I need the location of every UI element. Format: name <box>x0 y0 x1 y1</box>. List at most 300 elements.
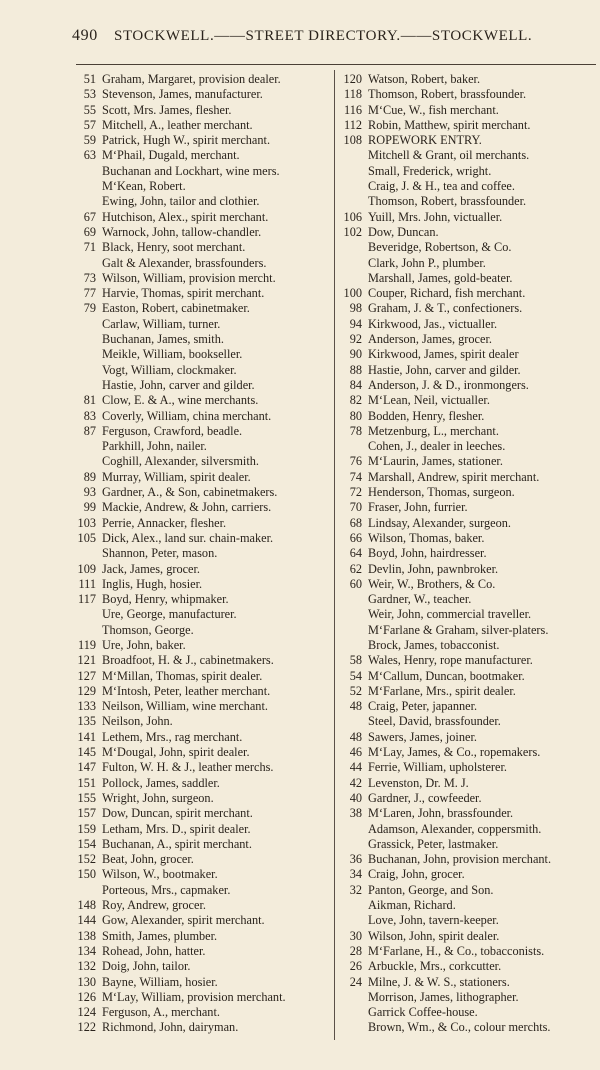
entry-text: Bodden, Henry, flesher. <box>368 408 485 423</box>
house-number: 132 <box>77 959 96 974</box>
house-number <box>336 822 362 837</box>
entry-text: Levenston, Dr. M. J. <box>368 775 469 790</box>
house-number: 58 <box>349 653 362 668</box>
directory-entry <box>70 424 332 439</box>
directory-entry <box>336 577 598 592</box>
house-number <box>70 179 96 194</box>
house-number <box>336 638 362 653</box>
house-number: 119 <box>78 637 96 652</box>
directory-entry <box>70 179 332 194</box>
house-number: 42 <box>349 775 362 790</box>
house-number <box>70 317 96 332</box>
entry-text: M‘Intosh, Peter, leather merchant. <box>102 683 271 698</box>
directory-entry <box>70 913 332 928</box>
directory-entry <box>70 439 332 454</box>
entry-text: Weir, W., Brothers, & Co. <box>368 576 496 591</box>
entry-text: Smith, James, plumber. <box>102 928 218 943</box>
directory-entry <box>336 546 598 561</box>
directory-entry <box>336 393 598 408</box>
entry-text: M‘Callum, Duncan, bootmaker. <box>368 668 525 683</box>
entry-text: Warnock, John, tallow-chandler. <box>102 224 262 239</box>
directory-entry <box>336 562 598 577</box>
entry-text: Cohen, J., dealer in leeches. <box>368 439 506 454</box>
entry-text: Adamson, Alexander, coppersmith. <box>368 821 542 836</box>
entry-text: Lindsay, Alexander, surgeon. <box>368 515 511 530</box>
directory-entry <box>70 271 332 286</box>
house-number: 60 <box>349 576 362 591</box>
entry-text: Aikman, Richard. <box>368 898 456 913</box>
directory-entry <box>70 929 332 944</box>
directory-entry <box>336 592 598 607</box>
entry-text: Buchanan, James, smith. <box>102 332 224 347</box>
directory-entry <box>336 103 598 118</box>
entry-text: Anderson, James, grocer. <box>368 332 492 347</box>
entry-text: Dow, Duncan, spirit merchant. <box>102 806 253 821</box>
entry-text: Steel, David, brassfounder. <box>368 714 501 729</box>
entry-text: Meikle, William, bookseller. <box>102 347 243 362</box>
entry-text: Harvie, Thomas, spirit merchant. <box>102 286 265 301</box>
directory-entry <box>70 210 332 225</box>
directory-entry <box>70 745 332 760</box>
entry-text: Brown, Wm., & Co., colour merchts. <box>368 1020 551 1035</box>
directory-entry <box>336 684 598 699</box>
right-column <box>336 72 598 1036</box>
entry-text: Marshall, Andrew, spirit merchant. <box>368 469 540 484</box>
house-number <box>336 1020 362 1035</box>
house-number: 150 <box>77 867 96 882</box>
header-rule <box>76 64 596 65</box>
house-number <box>336 837 362 852</box>
house-number: 116 <box>344 102 362 117</box>
entry-text: Dow, Duncan. <box>368 224 439 239</box>
directory-entry <box>336 194 598 209</box>
entry-text: Ferguson, A., merchant. <box>102 1005 220 1020</box>
house-number: 80 <box>349 408 362 423</box>
entry-text: Hastie, John, carver and gilder. <box>368 362 521 377</box>
directory-entry <box>70 760 332 775</box>
entry-text: Yuill, Mrs. John, victualler. <box>368 209 503 224</box>
directory-entry <box>70 867 332 882</box>
house-number: 121 <box>77 653 96 668</box>
house-number: 87 <box>83 423 96 438</box>
house-number <box>336 164 362 179</box>
house-number <box>336 607 362 622</box>
entry-text: Easton, Robert, cabinetmaker. <box>102 301 250 316</box>
house-number <box>336 271 362 286</box>
directory-entry <box>336 760 598 775</box>
house-number: 76 <box>349 454 362 469</box>
house-number: 154 <box>77 836 96 851</box>
entry-text: Hutchison, Alex., spirit merchant. <box>102 209 269 224</box>
directory-entry <box>336 256 598 271</box>
directory-entry <box>336 485 598 500</box>
directory-entry <box>336 944 598 959</box>
house-number: 120 <box>343 72 362 86</box>
house-number: 98 <box>349 301 362 316</box>
directory-entry <box>336 1005 598 1020</box>
entry-text: Clow, E. & A., wine merchants. <box>102 393 259 408</box>
entry-text: M‘Cue, W., fish merchant. <box>368 102 499 117</box>
directory-entry <box>70 118 332 133</box>
house-number <box>70 607 96 622</box>
directory-entry <box>70 562 332 577</box>
directory-entry <box>70 409 332 424</box>
house-number: 112 <box>344 117 362 132</box>
directory-entry <box>336 317 598 332</box>
directory-entry <box>336 87 598 102</box>
directory-entry <box>70 898 332 913</box>
directory-entry <box>70 470 332 485</box>
entry-text: Brock, James, tobacconist. <box>368 637 500 652</box>
directory-entry <box>70 531 332 546</box>
directory-entry <box>336 898 598 913</box>
entry-text: Watson, Robert, baker. <box>368 72 481 86</box>
entry-text: Richmond, John, dairyman. <box>102 1020 239 1035</box>
entry-text: Arbuckle, Mrs., corkcutter. <box>368 959 502 974</box>
directory-entry <box>336 913 598 928</box>
house-number <box>70 883 96 898</box>
house-number: 106 <box>343 209 362 224</box>
entry-text: Anderson, J. & D., ironmongers. <box>368 377 529 392</box>
house-number <box>336 439 362 454</box>
entry-text: Ure, George, manufacturer. <box>102 607 237 622</box>
house-number: 55 <box>83 102 96 117</box>
directory-entry <box>336 806 598 821</box>
house-number: 93 <box>83 485 96 500</box>
directory-entry <box>336 179 598 194</box>
house-number: 99 <box>83 500 96 515</box>
directory-entry <box>70 806 332 821</box>
directory-entry <box>336 607 598 622</box>
entry-text: Murray, William, spirit dealer. <box>102 469 251 484</box>
house-number: 118 <box>344 87 362 102</box>
entry-text: M‘Phail, Dugald, merchant. <box>102 148 240 163</box>
house-number: 151 <box>77 775 96 790</box>
house-number: 133 <box>77 699 96 714</box>
entry-text: Galt & Alexander, brassfounders. <box>102 255 267 270</box>
directory-entry <box>70 653 332 668</box>
directory-entry <box>336 714 598 729</box>
entry-text: M‘Laren, John, brassfounder. <box>368 806 514 821</box>
entry-text: Coverly, William, china merchant. <box>102 408 272 423</box>
house-number <box>336 1005 362 1020</box>
house-number: 155 <box>77 790 96 805</box>
house-number <box>70 194 96 209</box>
entry-text: Henderson, Thomas, surgeon. <box>368 485 515 500</box>
entry-text: Panton, George, and Son. <box>368 882 494 897</box>
directory-entry <box>336 240 598 255</box>
directory-entry <box>336 148 598 163</box>
house-number: 44 <box>349 760 362 775</box>
house-number: 90 <box>349 347 362 362</box>
entry-text: Hastie, John, carver and gilder. <box>102 377 255 392</box>
house-number: 63 <box>83 148 96 163</box>
entry-text: M‘Lean, Neil, victualler. <box>368 393 490 408</box>
house-number: 77 <box>83 286 96 301</box>
entry-text: Wilson, W., bootmaker. <box>102 867 218 882</box>
house-number: 66 <box>349 530 362 545</box>
house-number: 48 <box>349 699 362 714</box>
entry-text: Mitchell & Grant, oil merchants. <box>368 148 530 163</box>
entry-text: M‘Dougal, John, spirit dealer. <box>102 745 250 760</box>
house-number: 92 <box>349 332 362 347</box>
entry-text: Porteous, Mrs., capmaker. <box>102 882 231 897</box>
entry-text: M‘Lay, William, provision merchant. <box>102 989 286 1004</box>
house-number: 82 <box>349 393 362 408</box>
house-number: 74 <box>349 469 362 484</box>
house-number: 117 <box>78 592 96 607</box>
house-number: 68 <box>349 515 362 530</box>
entry-text: Kirkwood, Jas., victualler. <box>368 316 498 331</box>
house-number: 34 <box>349 867 362 882</box>
directory-entry <box>70 990 332 1005</box>
entry-text: Wilson, Thomas, baker. <box>368 530 485 545</box>
entry-text: Ferrie, William, upholsterer. <box>368 760 507 775</box>
directory-entry <box>70 944 332 959</box>
house-number: 73 <box>83 270 96 285</box>
house-number: 38 <box>349 806 362 821</box>
directory-entry <box>70 87 332 102</box>
house-number: 145 <box>77 745 96 760</box>
house-number: 157 <box>77 806 96 821</box>
entry-text: Perrie, Annacker, flesher. <box>102 515 227 530</box>
house-number: 105 <box>77 530 96 545</box>
entry-text: M‘Laurin, James, stationer. <box>368 454 503 469</box>
house-number: 89 <box>83 469 96 484</box>
entry-text: Wilson, John, spirit dealer. <box>368 928 500 943</box>
entry-text: Craig, John, grocer. <box>368 867 465 882</box>
entry-text: Thomson, George. <box>102 622 194 637</box>
entry-text: Thomson, Robert, brassfounder. <box>368 194 527 209</box>
house-number: 28 <box>349 943 362 958</box>
directory-entry <box>70 837 332 852</box>
house-number: 36 <box>349 852 362 867</box>
entry-text: Ure, John, baker. <box>102 637 186 652</box>
house-number: 71 <box>83 240 96 255</box>
directory-entry <box>336 439 598 454</box>
entry-text: Stevenson, James, manufacturer. <box>102 87 263 102</box>
entry-text: Pollock, James, saddler. <box>102 775 220 790</box>
directory-entry <box>336 363 598 378</box>
entry-text: Neilson, William, wine merchant. <box>102 699 268 714</box>
house-number: 144 <box>77 913 96 928</box>
entry-text: Lethem, Mrs., rag merchant. <box>102 729 243 744</box>
directory-entry <box>336 653 598 668</box>
directory-entry <box>70 822 332 837</box>
entry-text: Gow, Alexander, spirit merchant. <box>102 913 265 928</box>
directory-entry <box>70 225 332 240</box>
directory-entry <box>70 669 332 684</box>
directory-entry <box>70 1020 332 1035</box>
directory-entry <box>336 623 598 638</box>
house-number <box>336 194 362 209</box>
entry-text: Mackie, Andrew, & John, carriers. <box>102 500 272 515</box>
running-head: STOCKWELL.——STREET DIRECTORY.——STOCKWELL. <box>114 28 533 44</box>
entry-text: Weir, John, commercial traveller. <box>368 607 532 622</box>
house-number <box>70 164 96 179</box>
directory-entry <box>336 730 598 745</box>
directory-entry <box>70 194 332 209</box>
house-number: 124 <box>77 1005 96 1020</box>
house-number <box>336 179 362 194</box>
directory-entry <box>336 837 598 852</box>
directory-entry <box>336 133 598 148</box>
entry-text: Morrison, James, lithographer. <box>368 989 519 1004</box>
directory-entry <box>70 164 332 179</box>
directory-entry <box>70 607 332 622</box>
directory-entry <box>70 286 332 301</box>
entry-text: ROPEWORK ENTRY. <box>368 133 482 148</box>
entry-text: Boyd, Henry, whipmaker. <box>102 592 229 607</box>
directory-entry <box>336 883 598 898</box>
house-number: 24 <box>349 974 362 989</box>
entry-text: Vogt, William, clockmaker. <box>102 362 237 377</box>
entry-text: Coghill, Alexander, silversmith. <box>102 454 259 469</box>
directory-entry <box>336 500 598 515</box>
house-number <box>70 454 96 469</box>
directory-entry <box>70 1005 332 1020</box>
house-number <box>336 913 362 928</box>
entry-text: Rohead, John, hatter. <box>102 943 206 958</box>
directory-entry <box>336 210 598 225</box>
directory-entry <box>70 975 332 990</box>
directory-entry <box>70 363 332 378</box>
entry-text: M‘Farlane, Mrs., spirit dealer. <box>368 683 516 698</box>
directory-entry <box>336 745 598 760</box>
house-number <box>70 623 96 638</box>
directory-entry <box>336 791 598 806</box>
entry-text: Fraser, John, furrier. <box>368 500 468 515</box>
house-number: 141 <box>77 729 96 744</box>
house-number: 159 <box>77 821 96 836</box>
entry-text: Buchanan, John, provision merchant. <box>368 852 552 867</box>
directory-entry <box>336 929 598 944</box>
house-number: 78 <box>349 423 362 438</box>
house-number: 127 <box>77 668 96 683</box>
entry-text: Grassick, Peter, lastmaker. <box>368 836 499 851</box>
entry-text: Parkhill, John, nailer. <box>102 439 207 454</box>
house-number <box>336 148 362 163</box>
house-number: 109 <box>77 561 96 576</box>
house-number: 51 <box>83 72 96 86</box>
entry-text: M‘Farlane, H., & Co., tobacconists. <box>368 943 545 958</box>
directory-entry <box>336 516 598 531</box>
page-header <box>72 27 544 47</box>
entry-text: Ewing, John, tailor and clothier. <box>102 194 260 209</box>
entry-text: Gardner, A., & Son, cabinetmakers. <box>102 485 278 500</box>
house-number <box>336 623 362 638</box>
house-number: 81 <box>83 393 96 408</box>
entry-text: Love, John, tavern-keeper. <box>368 913 499 928</box>
directory-entry <box>70 776 332 791</box>
directory-entry <box>336 867 598 882</box>
directory-entry <box>70 546 332 561</box>
entry-text: Jack, James, grocer. <box>102 561 200 576</box>
house-number: 52 <box>349 683 362 698</box>
directory-entry <box>70 103 332 118</box>
directory-entry <box>70 301 332 316</box>
entry-text: Carlaw, William, turner. <box>102 316 221 331</box>
entry-text: Doig, John, tailor. <box>102 959 191 974</box>
directory-entry <box>70 240 332 255</box>
page-number: 490 <box>72 27 98 44</box>
directory-entry <box>70 883 332 898</box>
house-number <box>70 332 96 347</box>
house-number: 134 <box>77 943 96 958</box>
house-number: 100 <box>343 286 362 301</box>
house-number: 130 <box>77 974 96 989</box>
house-number: 30 <box>349 928 362 943</box>
entry-text: Small, Frederick, wright. <box>368 163 492 178</box>
house-number: 57 <box>83 117 96 132</box>
entry-text: Mitchell, A., leather merchant. <box>102 117 253 132</box>
entry-text: Graham, Margaret, provision dealer. <box>102 72 281 86</box>
entry-text: Graham, J. & T., confectioners. <box>368 301 523 316</box>
house-number: 70 <box>349 500 362 515</box>
entry-text: Metzenburg, L., merchant. <box>368 423 499 438</box>
house-number: 138 <box>77 928 96 943</box>
entry-text: Bayne, William, hosier. <box>102 974 218 989</box>
house-number: 122 <box>77 1020 96 1035</box>
entry-text: Garrick Coffee-house. <box>368 1005 478 1020</box>
entry-text: Fulton, W. H. & J., leather merchs. <box>102 760 274 775</box>
directory-entry <box>70 72 332 87</box>
directory-entry <box>336 164 598 179</box>
entry-text: Ferguson, Crawford, beadle. <box>102 423 243 438</box>
house-number: 54 <box>349 668 362 683</box>
entry-text: M‘Farlane & Graham, silver-platers. <box>368 622 549 637</box>
entry-text: Roy, Andrew, grocer. <box>102 898 206 913</box>
directory-entry <box>336 347 598 362</box>
entry-text: Dick, Alex., land sur. chain-maker. <box>102 530 274 545</box>
directory-entry <box>336 669 598 684</box>
house-number <box>336 714 362 729</box>
directory-entry <box>336 531 598 546</box>
entry-text: Wales, Henry, rope manufacturer. <box>368 653 533 668</box>
directory-entry <box>70 959 332 974</box>
directory-entry <box>336 286 598 301</box>
house-number <box>336 990 362 1005</box>
house-number <box>70 347 96 362</box>
directory-entry <box>70 730 332 745</box>
directory-entry <box>70 256 332 271</box>
house-number: 102 <box>343 224 362 239</box>
entry-text: Robin, Matthew, spirit merchant. <box>368 117 531 132</box>
house-number <box>70 256 96 271</box>
house-number: 62 <box>349 561 362 576</box>
entry-text: Couper, Richard, fish merchant. <box>368 286 526 301</box>
directory-entry <box>70 699 332 714</box>
entry-text: Boyd, John, hairdresser. <box>368 546 487 561</box>
house-number <box>70 546 96 561</box>
entry-text: Craig, Peter, japanner. <box>368 699 478 714</box>
house-number: 83 <box>83 408 96 423</box>
directory-entry <box>70 516 332 531</box>
entry-text: Beat, John, grocer. <box>102 852 194 867</box>
directory-entry <box>70 454 332 469</box>
house-number: 129 <box>77 683 96 698</box>
directory-entry <box>336 699 598 714</box>
directory-entry <box>336 118 598 133</box>
entry-text: Broadfoot, H. & J., cabinetmakers. <box>102 653 274 668</box>
directory-entry <box>70 852 332 867</box>
entry-text: Craig, J. & H., tea and coffee. <box>368 179 515 194</box>
house-number: 40 <box>349 790 362 805</box>
entry-text: Neilson, John. <box>102 714 173 729</box>
directory-entry <box>70 393 332 408</box>
directory-entry <box>336 301 598 316</box>
directory-entry <box>336 409 598 424</box>
